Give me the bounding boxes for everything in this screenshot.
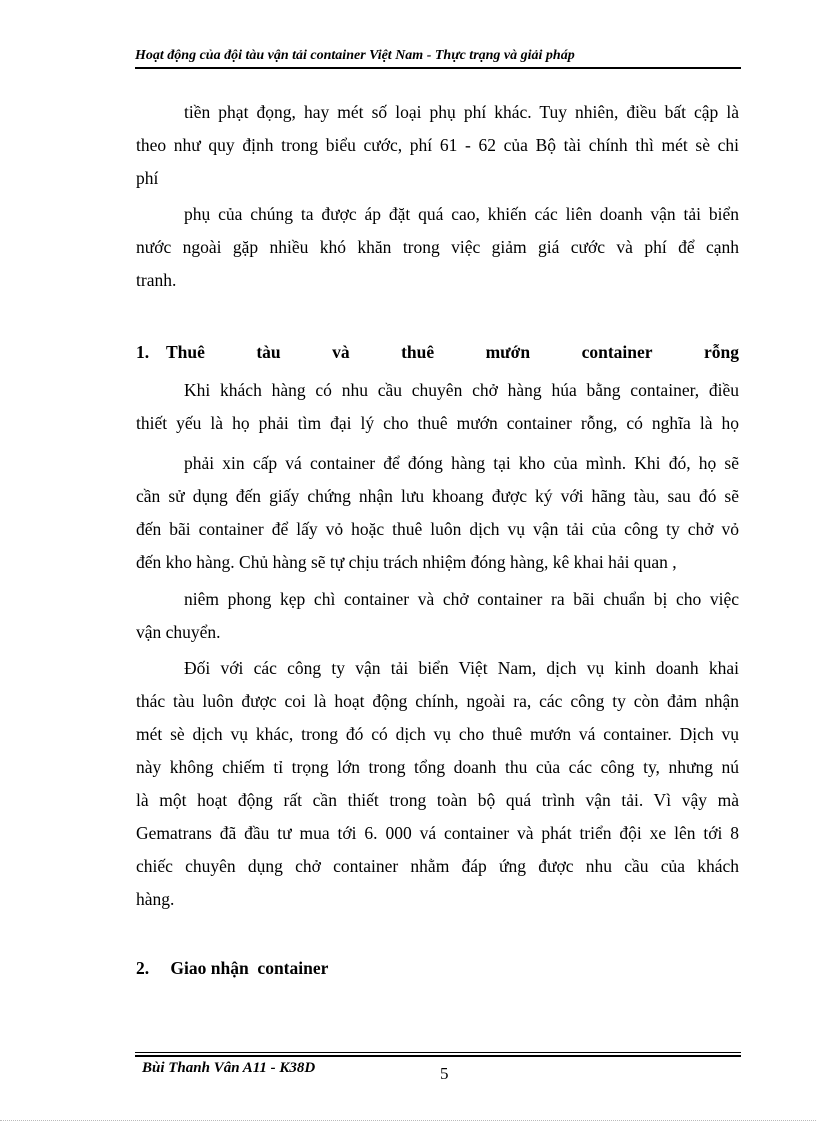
text-line: đến bãi container để lấy vỏ hoặc thuê luôn dịch vụ vận tải của công ty chở vỏ: [136, 519, 739, 539]
heading-word: rỗng: [703, 342, 739, 362]
text-line: phải xin cấp vá container để đóng hàng tại kho của mình. Khi đó, họ sẽ: [184, 453, 739, 473]
heading-word: thuê: [401, 342, 435, 362]
heading-word: container: [581, 342, 653, 362]
paragraph-6: [136, 652, 739, 916]
page-edge-dotted-rule: [0, 1120, 816, 1121]
text-line: phụ của chúng ta được áp đặt quá cao, khiến các liên doanh vận tải biển: [184, 204, 739, 224]
text-line: phí: [136, 168, 159, 188]
text-line: Gematrans đã đầu tư mua tới 6. 000 vá container và phát triển đội xe lên tới 8: [136, 823, 739, 843]
heading-word: tàu: [256, 342, 281, 362]
header-rule: [135, 67, 741, 69]
text-line: niêm phong kẹp chì container và chở container ra bãi chuẩn bị cho việc: [184, 589, 739, 609]
footer-rule: [135, 1055, 741, 1057]
heading-text: [166, 342, 739, 363]
text-line: thiết yếu là họ phải tìm đại lý cho thuê mướn container rỗng, có nghĩa là họ: [136, 413, 739, 433]
text-line: này không chiếm tỉ trọng lớn trong tổng doanh thu của các công ty, nhưng nú: [136, 757, 739, 777]
text-line: đến kho hàng. Chủ hàng sẽ tự chịu trách nhiệm đóng hàng, kê khai hải quan ,: [136, 552, 677, 572]
text-line: hàng.: [136, 889, 175, 909]
text-line: theo như quy định trong biểu cước, phí 61 - 62 của Bộ tài chính thì mét sè chi: [136, 135, 739, 155]
footer-author: Bùi Thanh Vân A11 - K38D: [142, 1060, 316, 1076]
text-line: vận chuyển.: [136, 622, 221, 642]
heading-text: Giao nhận container: [170, 958, 329, 978]
text-line: tranh.: [136, 270, 177, 290]
paragraph-4: [136, 447, 739, 579]
paragraph-2: [136, 198, 739, 297]
text-line: là một hoạt động rất cần thiết trong toàn bộ quá trình vận tải. Vì vậy mà: [136, 790, 739, 810]
text-line: cần sử dụng đến giấy chứng nhận lưu khoang được ký với hãng tàu, sau đó sẽ: [136, 486, 739, 506]
heading-word: và: [332, 342, 350, 362]
heading-word: mướn: [485, 342, 531, 362]
text-line: chiếc chuyên dụng chở container nhằm đáp ứng được nhu cầu của khách: [136, 856, 739, 876]
heading-number: 2.: [136, 958, 150, 978]
text-line: mét sè dịch vụ khác, trong đó có dịch vụ cho thuê mướn vá container. Dịch vụ: [136, 724, 739, 744]
section-heading-1: [136, 342, 739, 366]
paragraph-3: [136, 374, 739, 440]
page-header-title: Hoạt động của đội tàu vận tải container Việt Nam - Thực trạng và giải pháp: [135, 48, 575, 63]
paragraph-5: [136, 583, 739, 649]
footer-rule: [135, 1052, 741, 1053]
heading-word: Thuê: [166, 342, 205, 362]
text-line: Đối với các công ty vận tải biển Việt Nam, dịch vụ kinh doanh khai: [184, 658, 739, 678]
heading-number: 1.: [136, 342, 150, 362]
text-line: nước ngoài gặp nhiều khó khăn trong việc giảm giá cước và phí để cạnh: [136, 237, 739, 257]
paragraph-1: [136, 96, 739, 195]
section-heading-2: [136, 958, 739, 979]
text-line: Khi khách hàng có nhu cầu chuyên chở hàng húa bằng container, điều: [184, 380, 739, 400]
text-line: tiền phạt đọng, hay mét số loại phụ phí khác. Tuy nhiên, điều bất cập là: [184, 102, 739, 122]
page-number: 5: [440, 1064, 449, 1083]
text-line: thác tàu luôn được coi là hoạt động chính, ngoài ra, các công ty còn đảm nhận: [136, 691, 739, 711]
